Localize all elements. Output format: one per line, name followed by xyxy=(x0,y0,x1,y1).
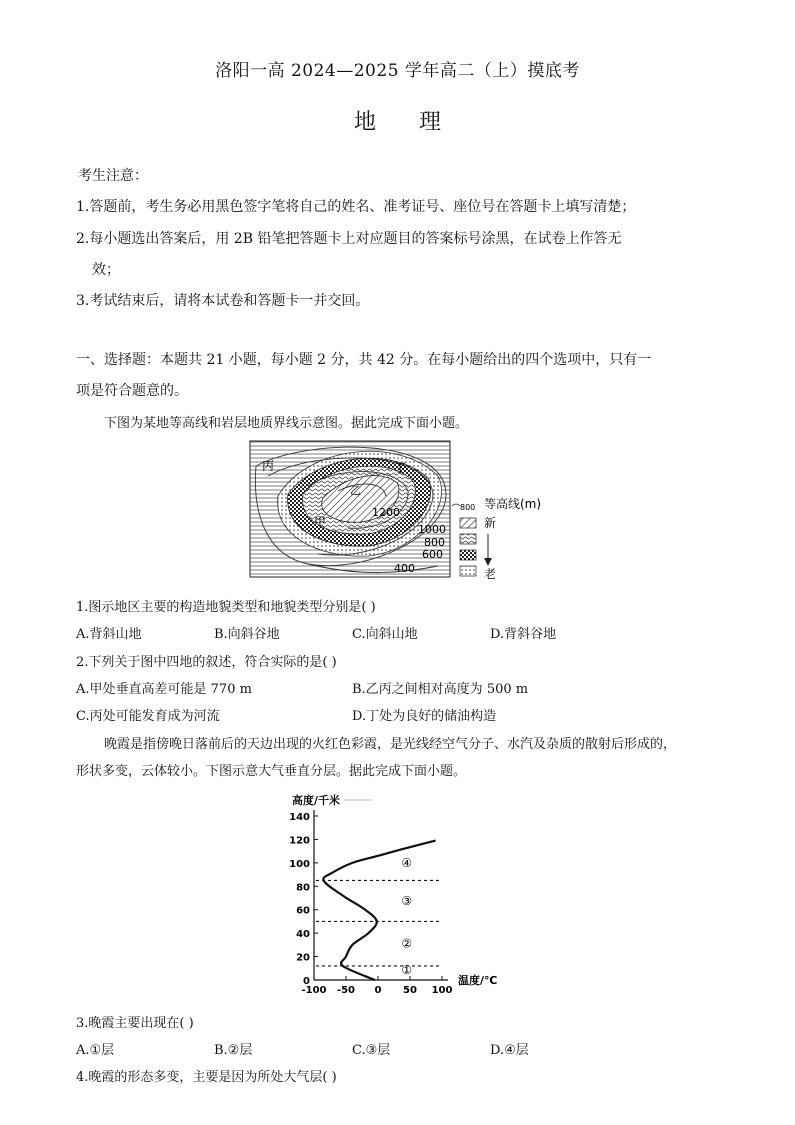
x-tick-label: -100 xyxy=(301,985,327,996)
contour-label-600: 600 xyxy=(422,548,443,561)
atmosphere-layer-chart xyxy=(262,790,512,1000)
q3-option-c: C.③层 xyxy=(352,1043,391,1058)
y-tick-label: 80 xyxy=(296,882,310,894)
q1-option-d: D.背斜谷地 xyxy=(490,627,557,642)
q1-option-a: A.背斜山地 xyxy=(76,627,142,642)
x-tick-label: 0 xyxy=(374,985,382,996)
label-bing: 丙 xyxy=(262,459,275,473)
label-ding: 丁 xyxy=(394,461,407,475)
chart-ylabel: 高度/千米 xyxy=(292,794,341,807)
notice-item-1: 1.答题前，考生务必用黑色签字笔将自己的姓名、准考证号、座位号在答题卡上填写清楚； xyxy=(76,199,636,215)
q1-option-c: C.向斜山地 xyxy=(352,627,418,642)
contour-geology-map xyxy=(248,436,548,584)
notice-item-2-cont: 效； xyxy=(92,262,120,278)
q3-option-b: B.②层 xyxy=(214,1043,253,1058)
x-tick-label: -50 xyxy=(336,985,356,996)
layer-label: ④ xyxy=(401,855,413,870)
q2-option-c: C.丙处可能发育成为河流 xyxy=(76,709,220,724)
label-jia: 甲 xyxy=(314,515,327,529)
legend-swatch-new xyxy=(460,518,476,528)
figure1-intro: 下图为某地等高线和岩层地质界线示意图。据此完成下面小题。 xyxy=(104,416,469,431)
y-tick-label: 60 xyxy=(296,905,310,917)
figure2-intro-cont: 形状多变，云体较小。下图示意大气垂直分层。据此完成下面小题。 xyxy=(76,764,467,779)
legend-swatch-old xyxy=(460,566,476,576)
contour-label-800: 800 xyxy=(424,536,445,549)
q3-option-d: D.④层 xyxy=(490,1043,529,1058)
temperature-curve xyxy=(323,841,435,980)
q4-stem: 4.晚霞的形态多变，主要是因为所处大气层( ) xyxy=(76,1070,337,1085)
q1-stem: 1.图示地区主要的构造地貌类型和地貌类型分别是( ) xyxy=(76,600,376,615)
legend-new: 新 xyxy=(484,516,497,530)
x-tick-label: 100 xyxy=(431,985,453,996)
q3-option-a: A.①层 xyxy=(76,1043,115,1058)
layer-label: ② xyxy=(401,936,413,951)
legend-contour-sample: 800 xyxy=(460,503,476,512)
label-yi: 乙 xyxy=(350,484,361,497)
section-heading: 一、选择题：本题共 21 小题，每小题 2 分，共 42 分。在每小题给出的四个选项中，只有一 xyxy=(76,352,652,368)
y-tick-label: 20 xyxy=(296,952,310,964)
q1-option-b: B.向斜谷地 xyxy=(214,627,280,642)
q2-stem: 2.下列关于图中四地的叙述，符合实际的是( ) xyxy=(76,655,337,670)
exam-title: 洛阳一高 2024—2025 学年高二（上）摸底考 xyxy=(215,61,580,81)
layer-label: ① xyxy=(401,962,413,977)
y-tick-label: 120 xyxy=(289,835,310,847)
section-heading-cont: 项是符合题意的。 xyxy=(76,383,188,399)
contour-label-1000: 1000 xyxy=(418,523,446,536)
contour-label-400: 400 xyxy=(394,562,415,575)
contour-label-1200: 1200 xyxy=(372,506,400,519)
y-tick-label: 40 xyxy=(296,929,310,941)
chart-xlabel: 温度/℃ xyxy=(458,974,498,987)
q2-option-b: B.乙丙之间相对高度为 500 m xyxy=(352,682,529,697)
figure2-intro: 晚霞是指傍晚日落前后的天边出现的火红色彩霞，是光线经空气分子、水汽及杂质的散射后形成的， xyxy=(104,737,677,752)
y-tick-label: 0 xyxy=(303,976,310,987)
notice-item-3: 3.考试结束后，请将本试卷和答题卡一并交回。 xyxy=(76,293,370,309)
x-tick-label: 50 xyxy=(403,985,417,996)
legend-swatch-3 xyxy=(460,550,476,560)
subject-title: 地 理 xyxy=(354,110,459,135)
q2-option-d: D.丁处为良好的储油构造 xyxy=(352,709,497,724)
legend-old: 老 xyxy=(484,567,497,581)
notice-item-2: 2.每小题选出答案后，用 2B 铅笔把答题卡上对应题目的答案标号涂黑，在试卷上作答无 xyxy=(76,231,622,247)
q3-stem: 3.晚霞主要出现在( ) xyxy=(76,1016,194,1031)
q2-option-a: A.甲处垂直高差可能是 770 m xyxy=(76,682,252,697)
y-tick-label: 100 xyxy=(289,858,310,870)
layer-label: ③ xyxy=(401,893,413,908)
legend-swatch-2 xyxy=(460,534,476,544)
notice-heading: 考生注意： xyxy=(78,168,148,184)
legend-contour-label: 等高线(m) xyxy=(484,497,542,511)
y-tick-label: 140 xyxy=(289,812,310,823)
